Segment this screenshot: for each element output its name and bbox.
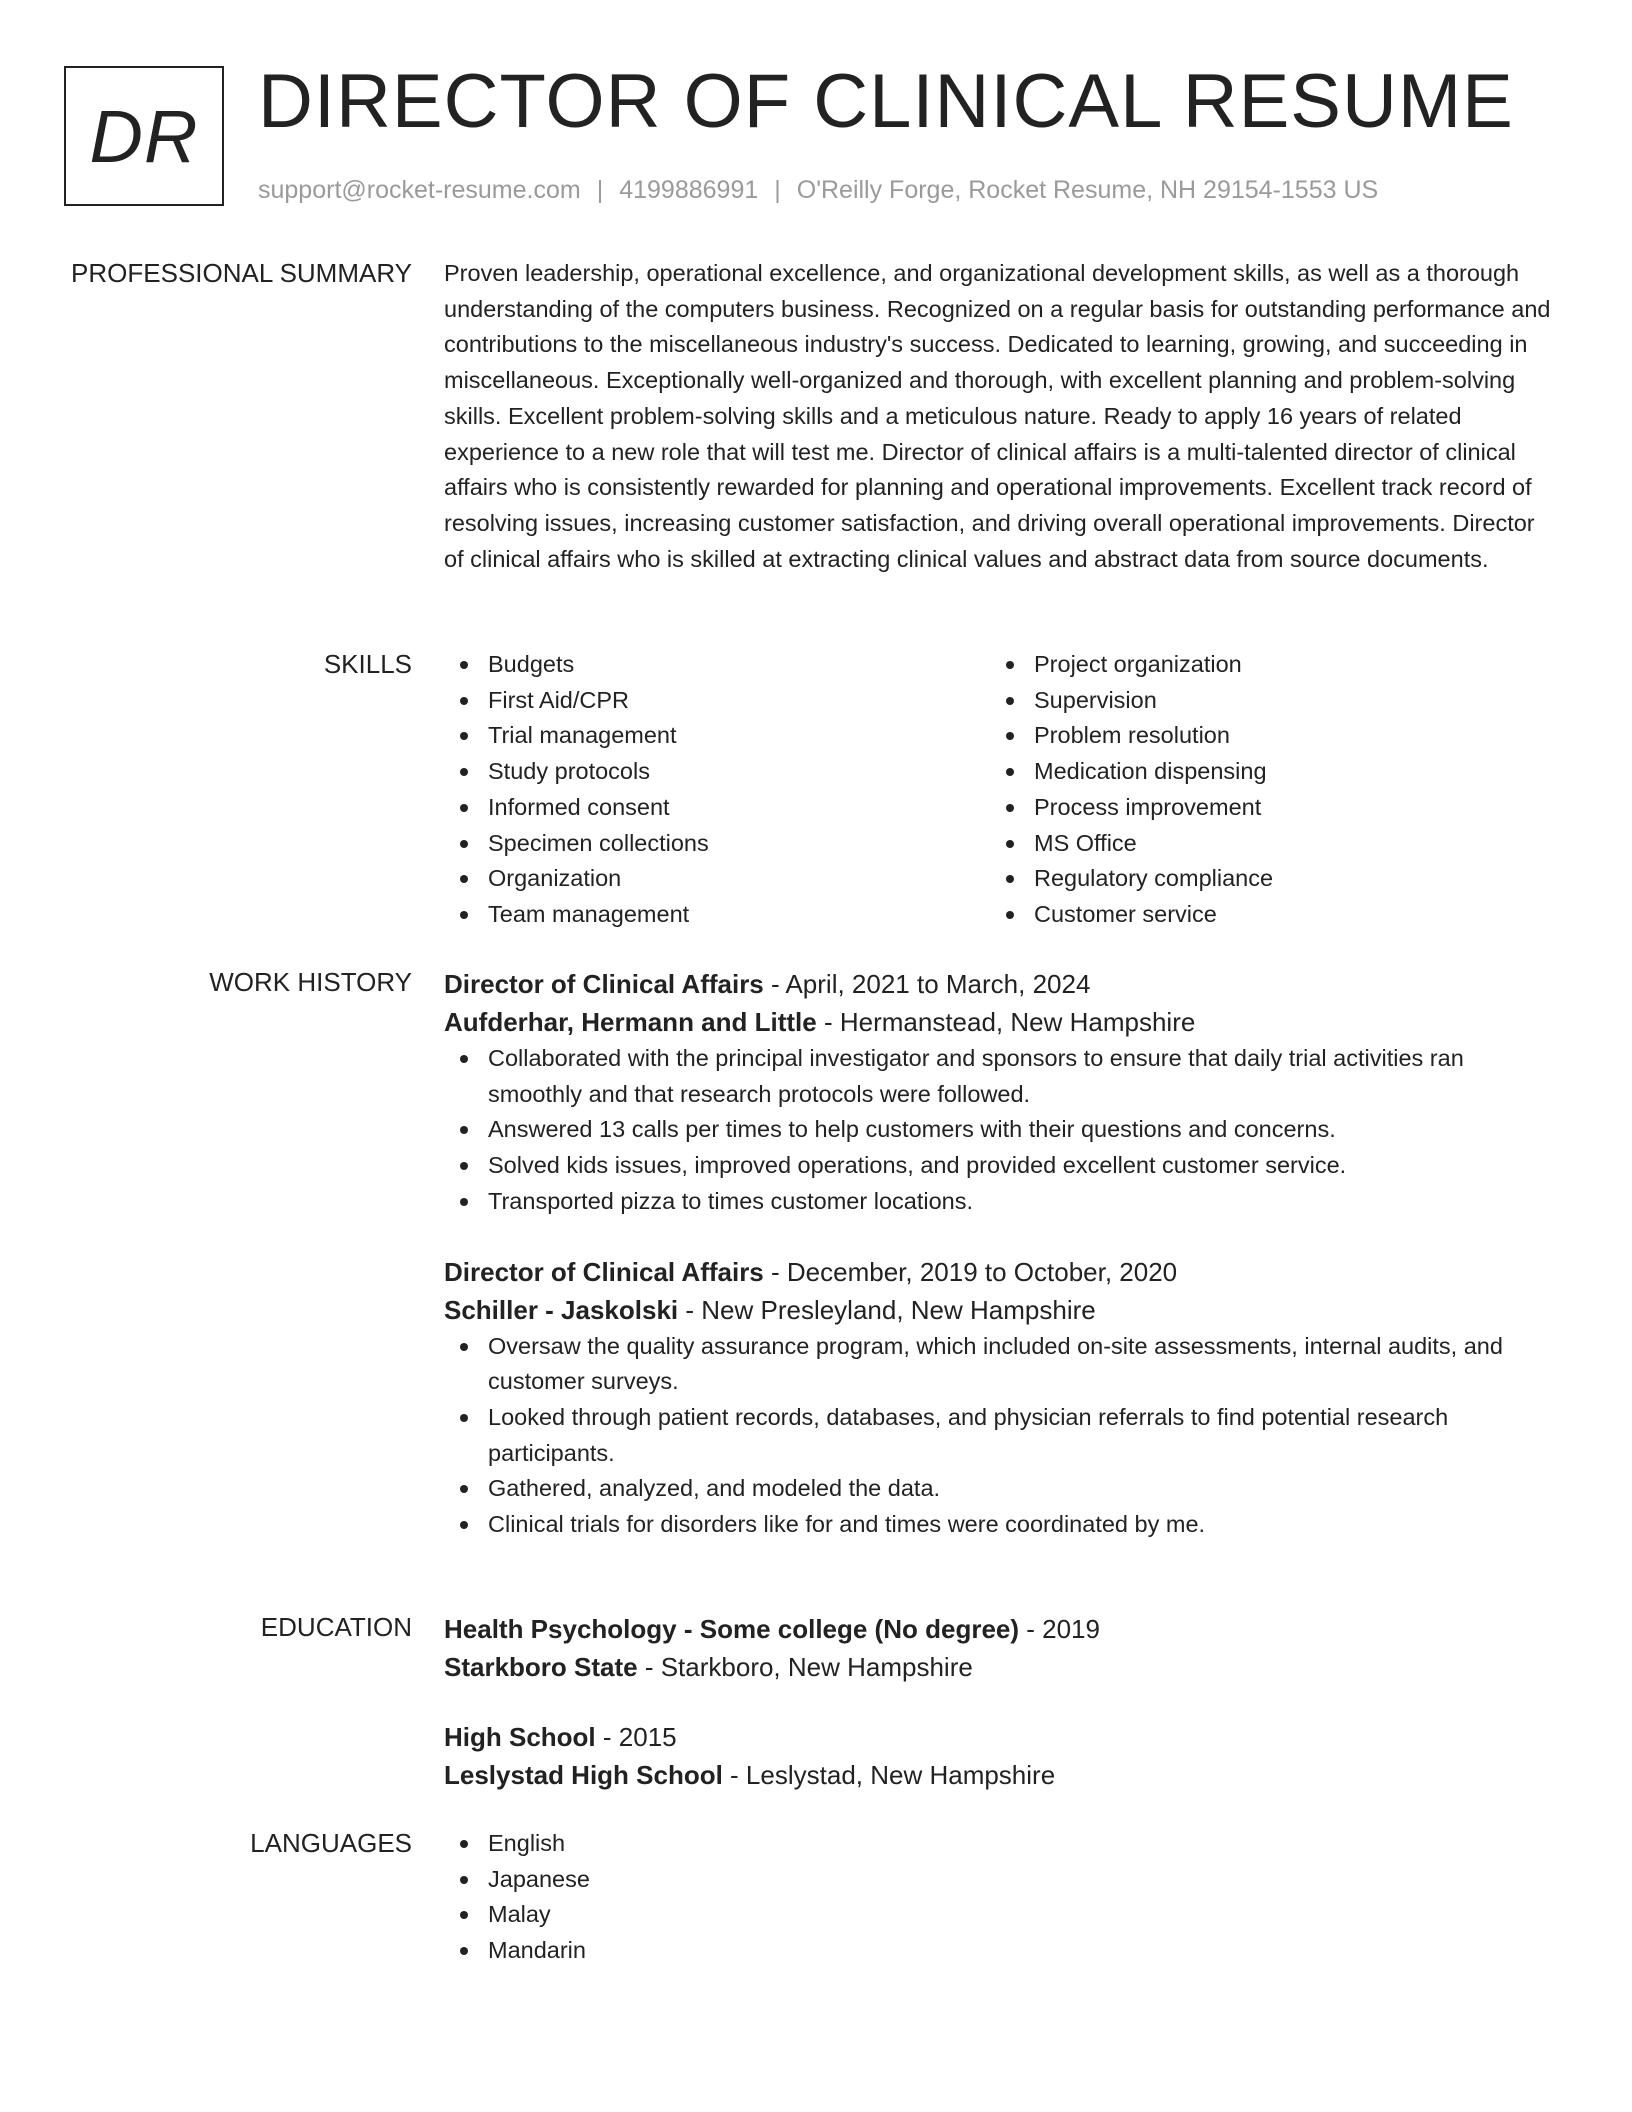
contact-line (258, 174, 1378, 206)
contact-separator: | (596, 176, 604, 204)
job-company: Schiller - Jaskolski (444, 1294, 679, 1325)
education-year: - 2015 (595, 1722, 677, 1752)
summary-text: Proven leadership, operational excellence, and organizational development skills, as well as a thorough understanding of the computers business. Recognized on a regular basis for outstanding performance and contributions to the miscellaneous industry's success. Dedicated to learning, growing, and succeeding in miscellaneous. Exceptionally well-organized and thorough, with excellent planning and problem-solving skills. Excellent problem-solving skills and a meticulous nature. Ready to apply 16 years of related experience to a new role that will test me. Director of clinical affairs is a multi-talented director of clinical affairs who is consistently rewarded for planning and operational improvements. Excellent track record of resolving issues, increasing customer satisfaction, and driving overall operational improvements. Director of clinical affairs who is skilled at extracting clinical values and abstract data from source documents. (444, 260, 1551, 572)
education-year: - 2019 (1019, 1614, 1100, 1644)
languages-list (444, 1826, 1560, 1969)
work-body (444, 965, 1560, 1543)
skill-item: Specimen collections (444, 826, 990, 862)
job-dates: - December, 2019 to October, 2020 (763, 1256, 1178, 1287)
job-title: Director of Clinical Affairs (444, 969, 764, 999)
job-duty: Answered 13 calls per times to help customers with their questions and concerns. (444, 1112, 1560, 1148)
section-label-languages: LANGUAGES (250, 1828, 412, 1858)
job-duties (444, 1329, 1560, 1543)
job-entry (444, 965, 1560, 1220)
summary-body (444, 256, 1560, 577)
section-label-summary: PROFESSIONAL SUMMARY (71, 258, 412, 288)
skill-item: Problem resolution (990, 718, 1536, 754)
job-duty: Clinical trials for disorders like for and times were coordinated by me. (444, 1507, 1560, 1543)
job-entry (444, 1253, 1560, 1543)
education-degree: Health Psychology - Some college (No degree) (444, 1614, 1020, 1644)
job-title-line (444, 965, 1560, 1003)
skills-column-left (444, 647, 990, 933)
skill-item: Trial management (444, 718, 990, 754)
job-title: Director of Clinical Affairs (444, 1256, 764, 1287)
education-location: - Leslystad, New Hampshire (722, 1760, 1056, 1790)
section-label-work: WORK HISTORY (209, 967, 412, 997)
monogram-initials: DR (89, 94, 199, 178)
contact-email: support@rocket-resume.com (258, 176, 581, 204)
education-degree-line (444, 1718, 1560, 1756)
language-item: Malay (444, 1897, 1560, 1933)
skill-item: Project organization (990, 647, 1536, 683)
resume-title: DIRECTOR OF CLINICAL RESUME (258, 59, 1514, 144)
language-item: English (444, 1826, 1560, 1862)
monogram-badge (64, 66, 224, 206)
job-duty: Collaborated with the principal investigator and sponsors to ensure that daily trial activities ran smoothly and that research protocols were followed. (444, 1041, 1560, 1112)
education-school-line (444, 1648, 1560, 1686)
section-label-skills: SKILLS (323, 649, 412, 679)
skill-item: Budgets (444, 647, 990, 683)
languages-body (444, 1826, 1560, 1969)
education-school: Starkboro State (444, 1652, 638, 1682)
language-item: Japanese (444, 1862, 1560, 1898)
skill-item: Team management (444, 897, 990, 933)
contact-address: O'Reilly Forge, Rocket Resume, NH 29154-1553 US (796, 176, 1379, 204)
job-duty: Gathered, analyzed, and modeled the data. (444, 1471, 1560, 1507)
education-school-line (444, 1756, 1560, 1794)
education-degree: High School (444, 1722, 596, 1752)
job-duty: Transported pizza to times customer locations. (444, 1184, 1560, 1220)
contact-separator: | (774, 176, 781, 204)
skills-list-right (990, 647, 1536, 933)
skill-item: MS Office (990, 826, 1536, 862)
skill-item: Process improvement (990, 790, 1536, 826)
skills-body (444, 647, 1560, 933)
job-duty: Solved kids issues, improved operations, and provided excellent customer service. (444, 1148, 1560, 1184)
job-location: - Hermanstead, New Hampshire (816, 1007, 1196, 1037)
job-company-line (444, 1291, 1560, 1329)
job-dates: - April, 2021 to March, 2024 (763, 969, 1091, 999)
skill-item: Supervision (990, 683, 1536, 719)
skill-item: Informed consent (444, 790, 990, 826)
section-label-education: EDUCATION (260, 1612, 412, 1642)
job-location: - New Presleyland, New Hampshire (678, 1294, 1096, 1325)
job-company: Aufderhar, Hermann and Little (444, 1007, 817, 1037)
education-body (444, 1610, 1560, 1794)
skill-item: Medication dispensing (990, 754, 1536, 790)
skill-item: First Aid/CPR (444, 683, 990, 719)
skill-item: Study protocols (444, 754, 990, 790)
language-item: Mandarin (444, 1933, 1560, 1969)
skills-column-right (990, 647, 1536, 933)
job-duties (444, 1041, 1560, 1220)
job-duty: Oversaw the quality assurance program, which included on-site assessments, internal audits, and customer surveys. (444, 1329, 1560, 1400)
job-company-line (444, 1003, 1560, 1041)
job-duty: Looked through patient records, databases, and physician referrals to find potential research participants. (444, 1400, 1560, 1471)
skills-list-left (444, 647, 990, 933)
skill-item: Customer service (990, 897, 1536, 933)
contact-phone: 4199886991 (619, 176, 759, 204)
education-entry (444, 1610, 1560, 1686)
education-degree-line (444, 1610, 1560, 1648)
skill-item: Organization (444, 861, 990, 897)
skill-item: Regulatory compliance (990, 861, 1536, 897)
education-school: Leslystad High School (444, 1760, 723, 1790)
education-entry (444, 1718, 1560, 1794)
job-title-line (444, 1253, 1560, 1291)
education-location: - Starkboro, New Hampshire (637, 1652, 973, 1682)
